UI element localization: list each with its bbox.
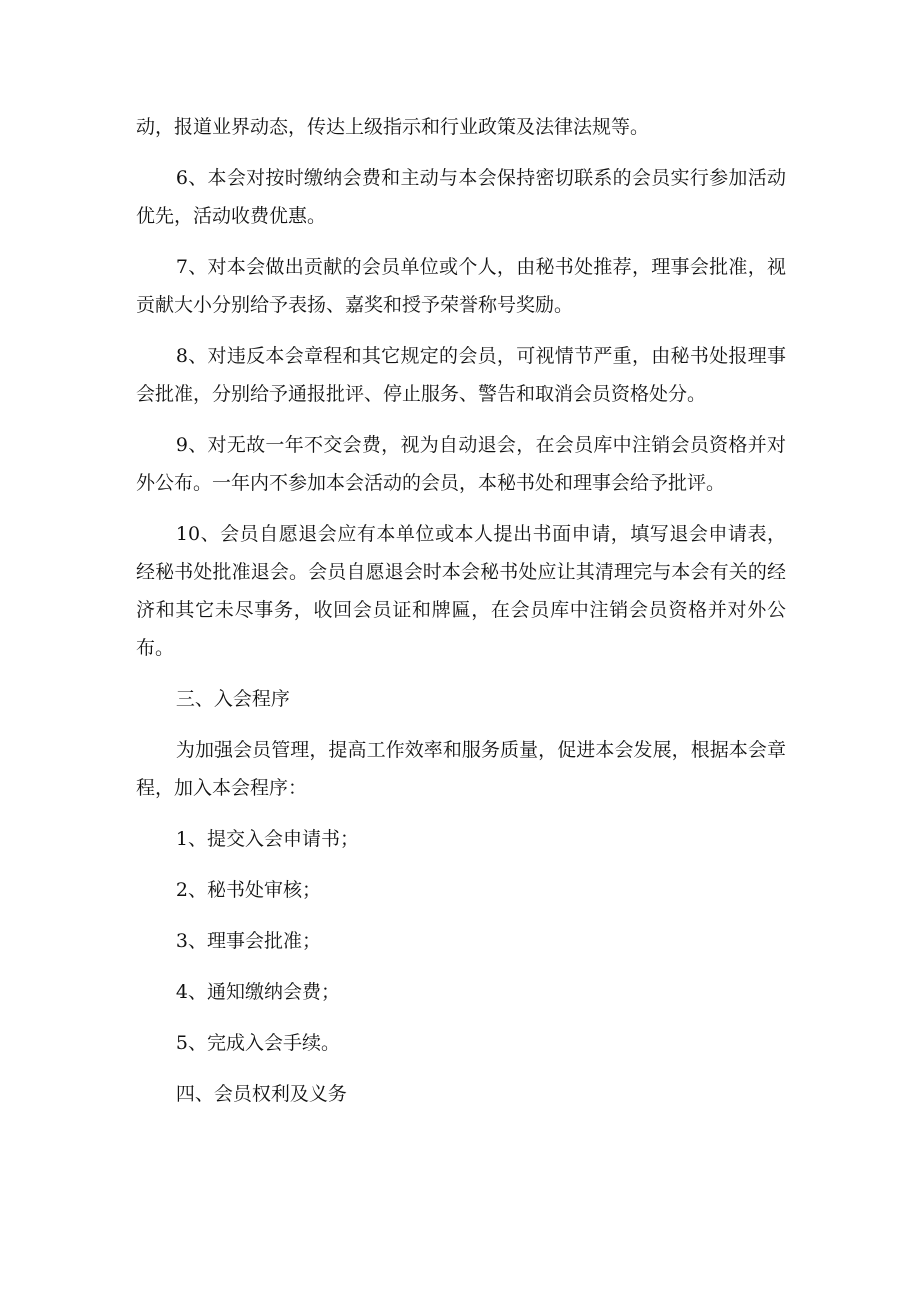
paragraph-item-7: 7、对本会做出贡献的会员单位或个人，由秘书处推荐，理事会批准，视贡献大小分别给予表扬、嘉奖和授予荣誉称号奖励。 [136, 256, 786, 316]
document-body [136, 108, 786, 1126]
procedure-step-2: 2、秘书处审核； [175, 879, 321, 901]
procedure-step-5: 5、完成入会手续。 [175, 1032, 340, 1054]
section-intro-paragraph: 为加强会员管理，提高工作效率和服务质量，促进本会发展，根据本会章程，加入本会程序： [136, 739, 786, 799]
paragraph-item-8: 8、对违反本会章程和其它规定的会员，可视情节严重，由秘书处报理事会批准，分别给予通报批评、停止服务、警告和取消会员资格处分。 [136, 345, 786, 405]
paragraph-continued: 动，报道业界动态，传达上级指示和行业政策及法律法规等。 [136, 116, 650, 138]
procedure-step-4: 4、通知缴纳会费； [175, 981, 340, 1003]
paragraph-item-6: 6、本会对按时缴纳会费和主动与本会保持密切联系的会员实行参加活动优先，活动收费优惠。 [136, 167, 786, 227]
paragraph-item-9: 9、对无故一年不交会费，视为自动退会，在会员库中注销会员资格并对外公布。一年内不参加本会活动的会员，本秘书处和理事会给予批评。 [136, 434, 786, 494]
section-heading-membership-procedure: 三、入会程序 [175, 688, 290, 710]
procedure-step-1: 1、提交入会申请书； [175, 828, 359, 850]
section-heading-member-rights: 四、会员权利及义务 [175, 1083, 347, 1105]
paragraph-item-10: 10、会员自愿退会应有本单位或本人提出书面申请，填写退会申请表，经秘书处批准退会。会员自愿退会时本会秘书处应让其清理完与本会有关的经济和其它未尽事务，收回会员证和牌匾，在会员库中注销会员资格并对外公布。 [136, 523, 786, 659]
procedure-step-3: 3、理事会批准； [175, 930, 321, 952]
